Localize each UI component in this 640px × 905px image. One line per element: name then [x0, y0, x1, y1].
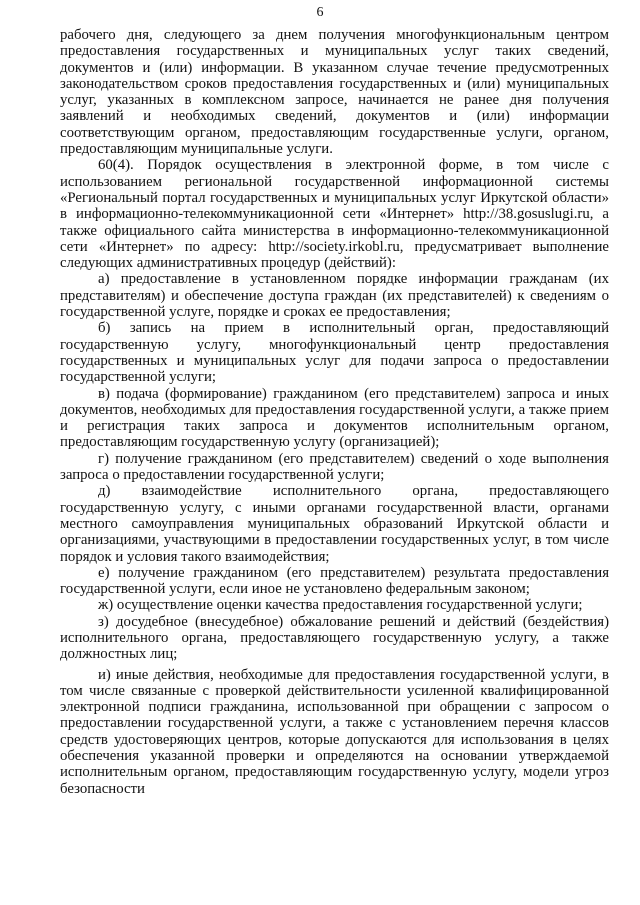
paragraph-60-4: 60(4). Порядок осуществления в электронной форме, в том числе с использованием региональной государственной информационной системы «Региональный портал государственных и муниципальных услуг Иркутской области» в информационно-телекоммуникационной сети «Интернет» http://38.gosuslugi.ru, а также официального сайта министерства в информационно-телекоммуникационной сети «Интернет» по адресу: http://society.irkobl.ru, предусматривает выполнение следующих административных процедур (действий): — [60, 157, 609, 272]
list-item-a: а) предоставление в установленном порядке информации гражданам (их представителям) и обеспечение доступа граждан (их представителей) к сведениям о государственной услуге, порядке и сроках ее предоставления; — [60, 271, 609, 321]
list-item-e: е) получение гражданином (его представителем) результата предоставления государственной услуги, если иное не установлено федеральным законом; — [60, 564, 609, 598]
list-item-b: б) запись на прием в исполнительный орган, предоставляющий государственную услугу, многофункциональный центр предоставления государственных и муниципальных услуг для подачи запроса о предоставлении государственной услуги; — [60, 320, 609, 386]
list-item-d: д) взаимодействие исполнительного органа, предоставляющего государственную услугу, с иными органами государственной власти, органами местного самоуправления муниципальных образований Иркутской области и организациями, участвующими в предоставлении государственных услуг, в том числе порядок и условия такого взаимодействия; — [60, 483, 609, 565]
page-number: 6 — [316, 5, 324, 20]
document-body — [60, 27, 609, 797]
list-item-g: г) получение гражданином (его представителем) сведений о ходе выполнения запроса о предоставлении государственной услуги; — [60, 450, 609, 484]
list-item-v: в) подача (формирование) гражданином (его представителем) запроса и иных документов, необходимых для предоставления государственной услуги, а также прием и регистрация таких запроса и документов исполнительным органом, предоставляющим государственную услугу (организацией); — [60, 385, 609, 451]
paragraph-continuation: рабочего дня, следующего за днем получения многофункциональным центром предоставления государственных и муниципальных услуг таких сведений, документов и (или) информации. В указанном случае течение предусмотренных законодательством сроков предоставления государственных и (или) муниципальных услуг, указанных в комплексном запросе, начинается не ранее дня получения заявлений и необходимых сведений, документов и (или) информации соответствующим органом, предоставляющим государственные услуги, органом, предоставляющим муниципальные услуги. — [60, 27, 609, 158]
list-item-zh: ж) осуществление оценки качества предоставления государственной услуги; — [98, 597, 583, 614]
list-item-z: з) досудебное (внесудебное) обжалование решений и действий (бездействия) исполнительного органа, предоставляющего государственную услугу, а также должностных лиц; — [60, 613, 609, 663]
list-item-i: и) иные действия, необходимые для предоставления государственной услуги, в том числе связанные с проверкой действительности усиленной квалифицированной электронной подписи гражданина, использованной при обращении с запросом о предоставлении государственной услуги, а также с установлением перечня классов средств удостоверяющих центров, которые допускаются для использования в целях обеспечения указанной проверки и определяются на основании утверждаемой исполнительным органом, предоставляющим государственную услугу, модели угроз безопасности — [60, 666, 609, 797]
